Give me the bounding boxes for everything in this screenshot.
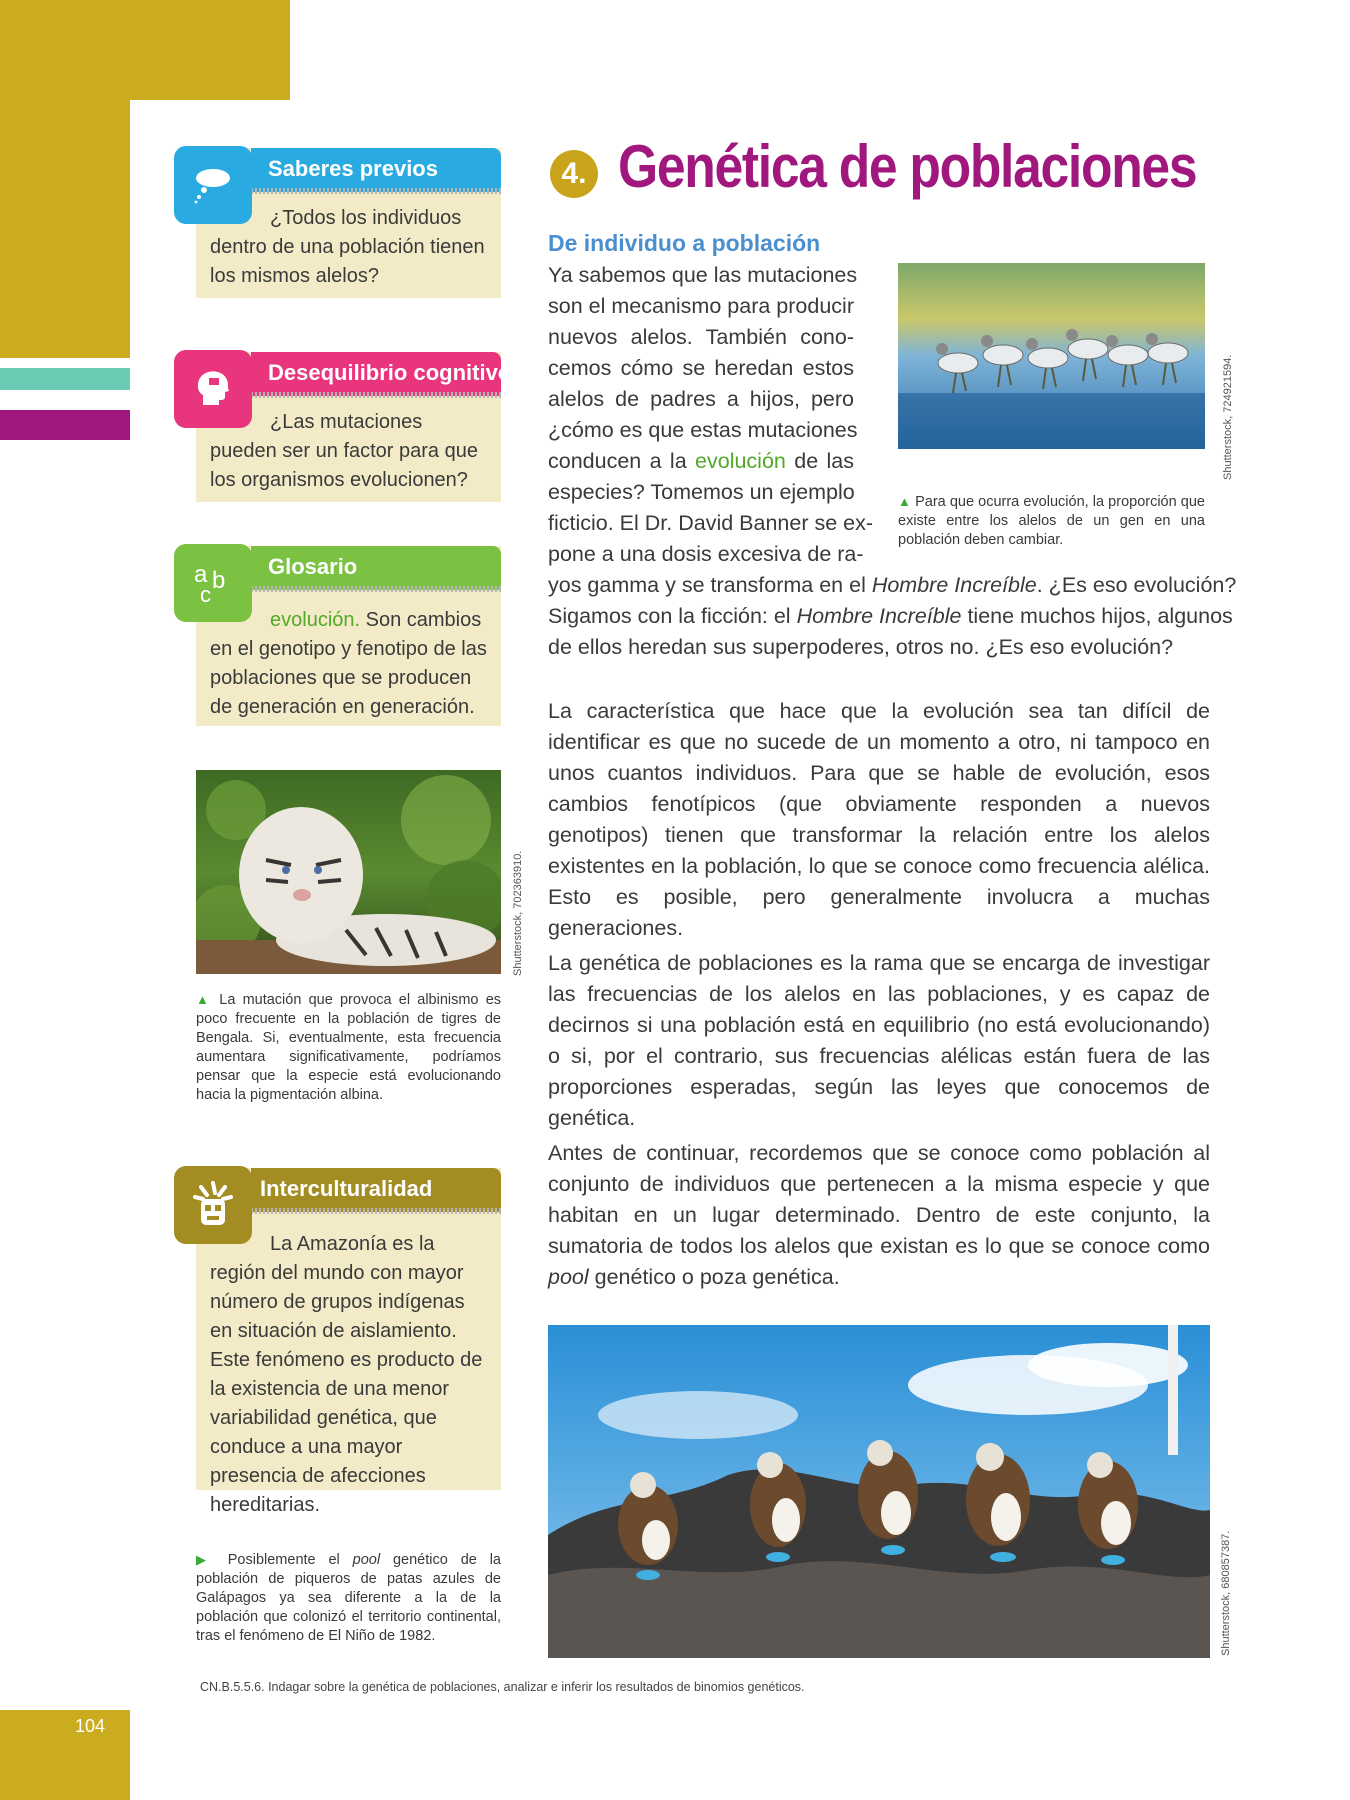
saberes-previos-box xyxy=(196,148,501,298)
blue-footed-boobies-photo xyxy=(548,1325,1210,1658)
desequilibrio-cognitivo-text: ¿Las mutaciones pueden ser un factor para que los organismos evolucionen? xyxy=(210,411,478,491)
svg-text:a: a xyxy=(194,561,208,588)
paragraph-intro-continued: yos gamma y se transforma en el Hombre Increíble. ¿Es eso evolución? Sigamos con la ficción: el Hombre Increíble tiene muchos hijos, algunos de ellos heredan sus superpoderes, otros no. ¿Es eso evolución? xyxy=(548,573,1237,659)
birds-caption: ▲ Para que ocurra evolución, la proporción que existe entre los alelos de un gen en una población deben cambiar. xyxy=(898,494,1205,548)
glosario-term: evolución. xyxy=(270,609,361,631)
desequilibrio-cognitivo-box xyxy=(196,352,512,502)
section-number: 4. xyxy=(550,150,598,198)
page-corner-band xyxy=(0,0,290,100)
paragraph-frecuencia: La característica que hace que la evolución sea tan difícil de identificar es que no sucede de un momento a otro, ni tampoco en unos cuantos individuos. Para que se hable de evolución, esos cambios fenotípicos (que obviamente responden a nuevos genotipos) tienen que transformar la relación entre los alelos existentes en la población, lo que se conoce como frecuencia alélica. Esto es posible, pero generalmente involucra a muchas generaciones. xyxy=(548,699,1210,940)
section-subtitle: De individuo a población xyxy=(548,230,821,256)
interculturalidad-title: Interculturalidad xyxy=(260,1176,433,1201)
svg-text:b: b xyxy=(212,567,226,594)
page-teal-stripe xyxy=(0,368,130,390)
triangle-up-icon: ▲ xyxy=(196,992,213,1007)
glosario-title: Glosario xyxy=(268,554,358,579)
curriculum-footnote: CN.B.5.5.6. Indagar sobre la genética de poblaciones, analizar e inferir los resultados de binomios genéticos. xyxy=(200,1680,805,1694)
tiger-photo-credit: Shutterstock, 702363910. xyxy=(512,850,524,976)
paragraph-genetica-poblaciones: La genética de poblaciones es la rama que se encarga de investigar las frecuencias de los alelos en las poblaciones, y es capaz de decirnos si una población está en equilibrio (no está evolucionando) o si, por el contrario, sus frecuencias alélicas están fuera de las proporciones esperadas, según las leyes que conocemos de genética. xyxy=(548,951,1210,1130)
svg-text:c: c xyxy=(200,582,211,607)
paragraph-pool-genetico: Antes de continuar, recordemos que se conoce como población al conjunto de individuos que pertenecen a la misma especie y que habitan en un lugar determinado. Dentro de este conjunto, la sumatoria de todos los alelos que existan es lo que se conoce como pool genético o poza genética. xyxy=(548,1141,1210,1289)
paragraph-intro: Ya sabemos que las mutaciones son el mecanismo para producir nuevos alelos. También cono- cemos cómo se heredan estos alelos de padres a hijos, pero ¿cómo es que estas mutaciones conducen a la evolución de las especies? Tomemos un ejemplo ficticio. El Dr. David Banner se ex- pone a una dosis excesiva de ra- xyxy=(548,263,874,566)
interculturalidad-box xyxy=(196,1168,501,1516)
triangle-up-icon: ▲ xyxy=(898,494,911,509)
interculturalidad-text: La Amazonía es la región del mundo con mayor número de grupos indígenas en situación de aislamiento. Este fenómeno es producto de la existencia de una menor variabilidad genética, que conduce a una mayor presencia de afecciones hereditarias. xyxy=(210,1233,483,1516)
glosario-text: evolución. Son cambios en el genotipo y fenotipo de las poblaciones que se producen de generación en generación. xyxy=(210,609,487,718)
boobies-photo-credit: Shutterstock, 680857387. xyxy=(1220,1530,1232,1656)
desequilibrio-cognitivo-title: Desequilibrio cognitivo xyxy=(268,360,512,385)
page-bottom-band xyxy=(0,1710,130,1800)
page-title: Genética de poblaciones xyxy=(618,133,1197,200)
white-tiger-photo xyxy=(196,770,501,974)
birds-photo-credit: Shutterstock, 724921594. xyxy=(1222,354,1234,480)
page-number: 104 xyxy=(75,1716,106,1736)
glosario-box xyxy=(196,546,501,726)
saberes-previos-text: ¿Todos los individuos dentro de una población tienen los mismos alelos? xyxy=(210,207,485,287)
keyword-evolucion: evolución xyxy=(695,449,786,473)
saberes-previos-title: Saberes previos xyxy=(268,156,438,181)
page-magenta-stripe xyxy=(0,410,130,440)
shorebirds-photo xyxy=(898,263,1205,449)
boobies-caption: ▶ Posiblemente el pool genético de la población de piqueros de patas azules de Galápagos ya sea diferente a la de la población que colonizó el territorio continental, tras el fenómeno de El Niño de 1982. xyxy=(196,1552,501,1644)
tiger-caption: ▲ La mutación que provoca el albinismo es poco frecuente en la población de tigres de Bengala. Si, eventualmente, esta frecuencia aumentara significativamente, podríamos pensar que la especie está evolucionando hacia la pigmentación albina. xyxy=(196,992,502,1103)
page-side-band xyxy=(0,100,130,358)
triangle-right-icon: ▶ xyxy=(196,1552,215,1567)
